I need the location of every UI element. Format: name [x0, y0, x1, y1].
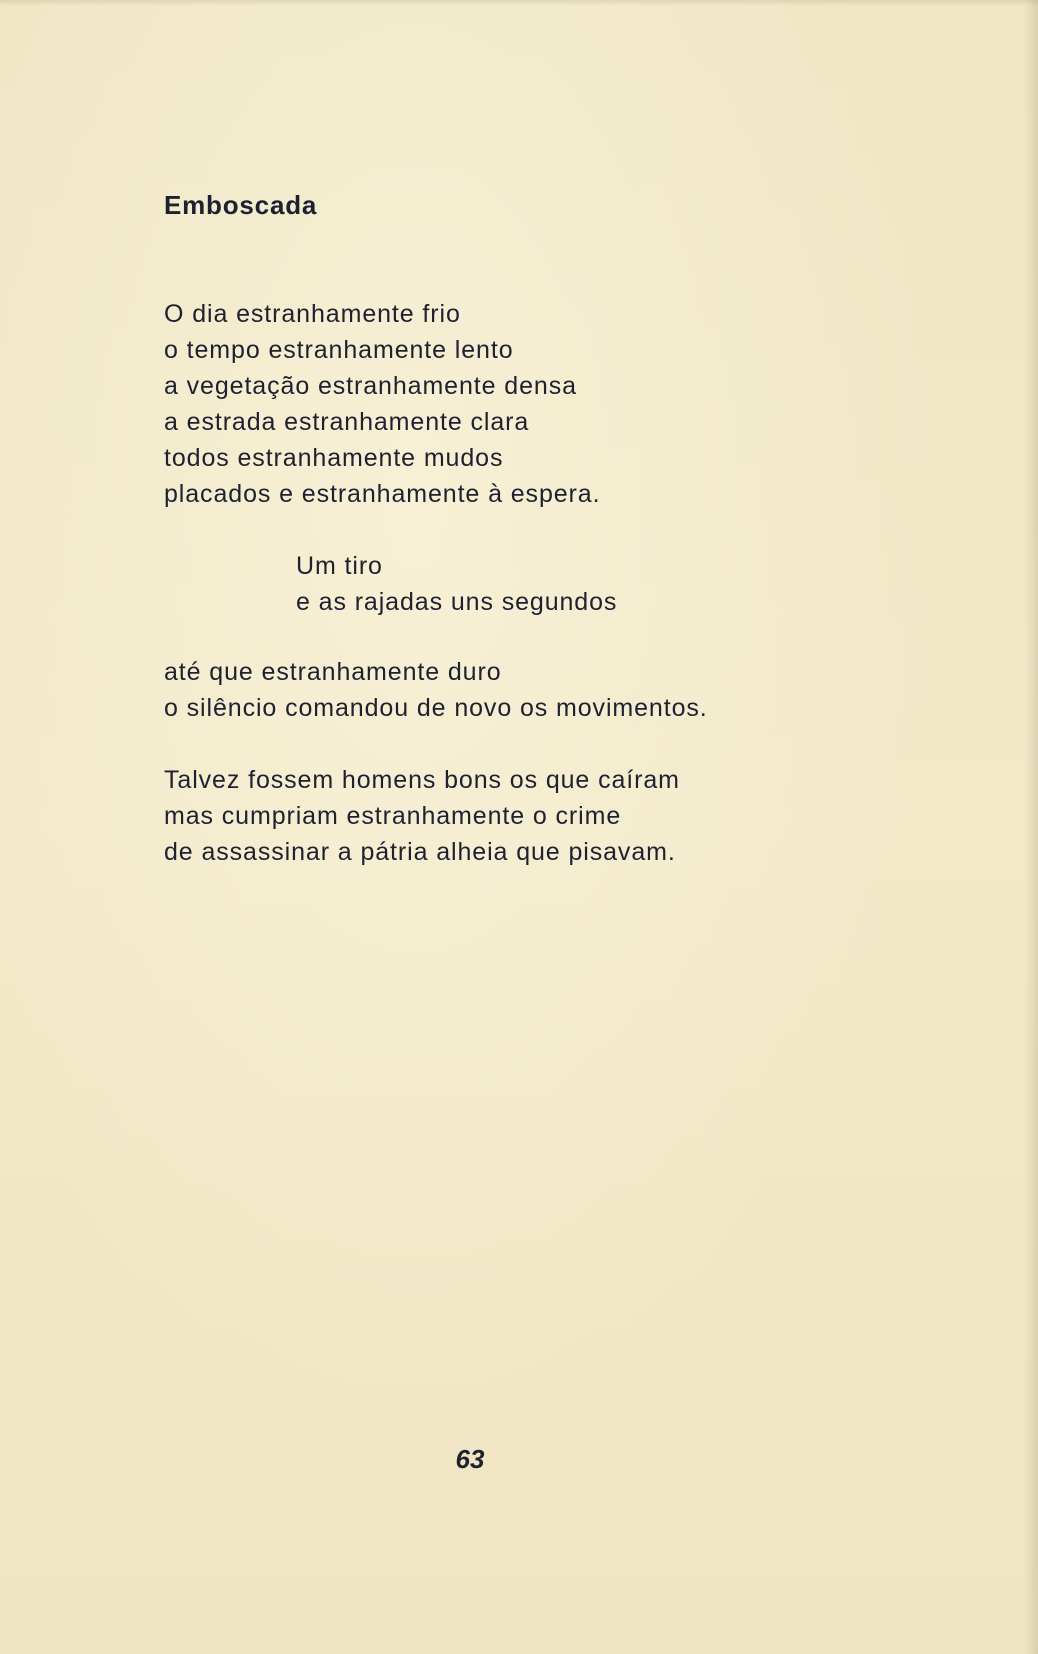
- poem-line: Um tiro: [296, 552, 383, 580]
- poem-line: de assassinar a pátria alheia que pisavam.: [164, 838, 676, 866]
- page-number: 63: [455, 1444, 485, 1474]
- poem-line: o silêncio comandou de novo os movimentos.: [164, 694, 708, 722]
- poem-line: até que estranhamente duro: [164, 658, 502, 686]
- poem-line: mas cumpriam estranhamente o crime: [164, 802, 622, 830]
- poem-line: o tempo estranhamente lento: [164, 336, 514, 364]
- poem-line: a vegetação estranhamente densa: [164, 372, 577, 400]
- stanza-2: [296, 548, 617, 620]
- poem-line: Talvez fossem homens bons os que caíram: [164, 766, 680, 794]
- poem-line: todos estranhamente mudos: [164, 444, 504, 472]
- poem-line: placados e estranhamente à espera.: [164, 480, 601, 508]
- poem-title: Emboscada: [164, 190, 318, 220]
- stanza-4: [164, 762, 680, 870]
- poem-line: a estrada estranhamente clara: [164, 408, 530, 436]
- poem-line: e as rajadas uns segundos: [296, 588, 618, 616]
- stanza-1: [164, 296, 600, 512]
- page-top-edge: [0, 0, 1038, 6]
- poem-line: O dia estranhamente frio: [164, 300, 461, 328]
- stanza-3: [164, 654, 708, 726]
- page-edge-shadow: [1024, 0, 1038, 1654]
